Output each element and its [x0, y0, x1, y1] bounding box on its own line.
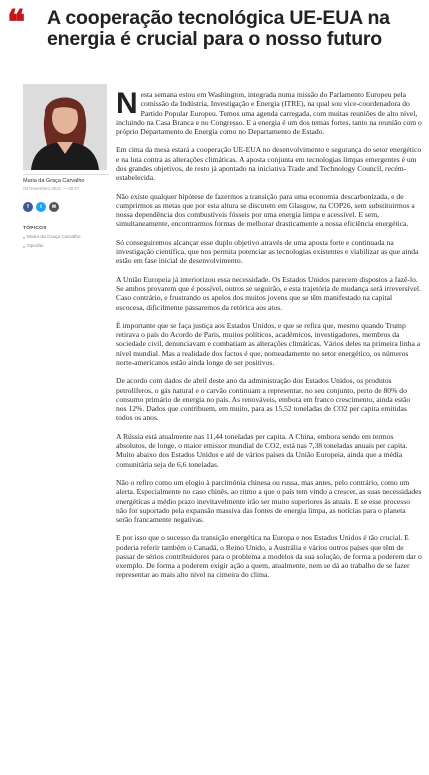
paragraph: Não o refiro como um elogio à parcimónia chinesa ou russa, mas antes, pelo contrário, como um alerta. Especialmente no caso chinês, ao ritmo a que o país tem vindo a crescer, as suas necessidades energéticas a médio prazo inevitavelmente irão ser muito superiores às atuais. E se esse processo não for suportado pela expansão massiva das fontes de energia limpa, as notícias para o planeta serão francamente negativas. [116, 478, 422, 524]
paragraph: Só conseguiremos alcançar esse duplo objetivo através de uma aposta forte e continuada na investigação científica, que nos permita potenciar as tecnologias existentes e viabilizar as que ainda estão em fase inicial de desenvolvimento. [116, 237, 419, 266]
paragraph: Em cima da mesa estará a cooperação UE-EUA no desenvolvimento e segurança do setor energético e na luta contra as alterações climáticas. A aposta conjunta em tecnologias limpas emergentes é um dos grandes objetivos, de resto já apontado na iniciativa Trade and Technology Council, recém-estabelecida. [116, 145, 422, 183]
topic-link[interactable] [23, 244, 109, 249]
paragraph-text: esta semana estou em Washington, integrada numa missão do Parlamento Europeu pela comissão da Indústria, Investigação e Energia (ITRE), na qual sou vice-coordenadora do Partido Popular Europeu. Temos uma agenda carregada, com muitas reuniões de alto nível, incluindo na Casa Branca e no Congresso. E a energia é um dos temas fortes, tanto na reunião com o próprio Departamento de Energia como no Departamento de Estado. [116, 90, 422, 136]
paragraph-intro [116, 87, 422, 136]
quote-icon: ❝ [7, 3, 23, 43]
bullet-icon [23, 246, 25, 248]
share-buttons [23, 202, 109, 212]
bullet-icon [23, 237, 25, 239]
headline [7, 3, 423, 50]
author-name[interactable]: Maria da Graça Carvalho [23, 174, 109, 184]
facebook-icon[interactable]: f [23, 202, 33, 212]
paragraph: De acordo com dados de abril deste ano da administração dos Estados Unidos, os produtos petrolíferos, o gás natural e o carvão continuam a representar, no seu conjunto, perto de 80% do consumo primário de energia no país. As renováveis, embora em franco crescimento, ainda estão nos 12%. Dados que contribuem, em muito, para as 15,52 toneladas de CO2 per capita emitidas todos os anos. [116, 376, 411, 423]
topic-label[interactable]: Maria da Graça Carvalho [27, 235, 81, 240]
paragraph: A Rússia está atualmente nas 11,44 toneladas per capita. A China, embora sendo em termos absolutos, de longe, o maior emissor mundial de CO2, está nas 7,38 toneladas anuais per capita. Muito abaixo dos Estados Unidos e até de vários países da União Europeia, ainda que a média comunitária seja de 6,6 toneladas. [116, 431, 408, 469]
publish-date: 03 Novembro 2021 — 00:07 [23, 186, 80, 191]
article-body [116, 87, 422, 589]
drop-cap: N [116, 87, 138, 120]
twitter-icon[interactable]: t [36, 202, 46, 212]
topics-label: TÓPICOS [23, 226, 47, 231]
mail-icon[interactable]: ✉ [49, 202, 59, 212]
paragraph: É importante que se faça justiça aos Estados Unidos, e que se refira que, mesmo quando Trump retirava o país do Acordo de Paris, muitos políticos, académicos, investigadores, membros da sociedade civil, denunciavam e combatiam as alterações climáticas. Vários deles na primeira linha a nível mundial. Mas a realidade dos factos é que, nomeadamente no setor energético, os números norte-americanos estão ainda longe de ser positivos. [116, 320, 421, 367]
topic-label[interactable]: Opinião [27, 244, 44, 249]
author-photo [23, 84, 107, 170]
article-title: A cooperação tecnológica UE-EUA na energia é crucial para o nosso futuro [47, 7, 390, 50]
paragraph: A União Europeia já interiorizou essa necessidade. Os Estados Unidos parecem dispostos a fazê-lo. Se ambos provarem que é possível, outros se seguirão, e esta trajetória de mudança será irreversível. Caso contrário, e frustrando os apelos dos muitos jovens que se têm manifestado na capital escocesa, dificilmente passaremos da retórica aos atos. [116, 274, 421, 312]
author-sidebar [23, 84, 109, 249]
topic-link[interactable] [23, 235, 109, 240]
paragraph: E por isso que o sucesso da transição energética na Europa e nos Estados Unidos é tão crucial. E poderia referir também o Canadá, o Reino Unido, a Austrália e vários outros países que têm de passar de sérios contribuidores para o problema a modelos da sua solução, de forma a poderem dar o exemplo. De forma a poderem exigir ação a quem, atualmente, nem se dá ao trabalho de se fazer representar ao mais alto nível na cimeira do clima. [116, 533, 422, 580]
paragraph: Não existe qualquer hipótese de fazermos a transição para uma economia descarbonizada, e de cumprirmos as metas que por esta altura se discutem em Glasgow, na COP26, sem substituirmos a nossa dependência dos combustíveis fósseis por uma energia limpa e acessível. E sem, simultaneamente, encontrarmos formas de melhorar drasticamente a nossa eficiência energética. [116, 191, 415, 229]
